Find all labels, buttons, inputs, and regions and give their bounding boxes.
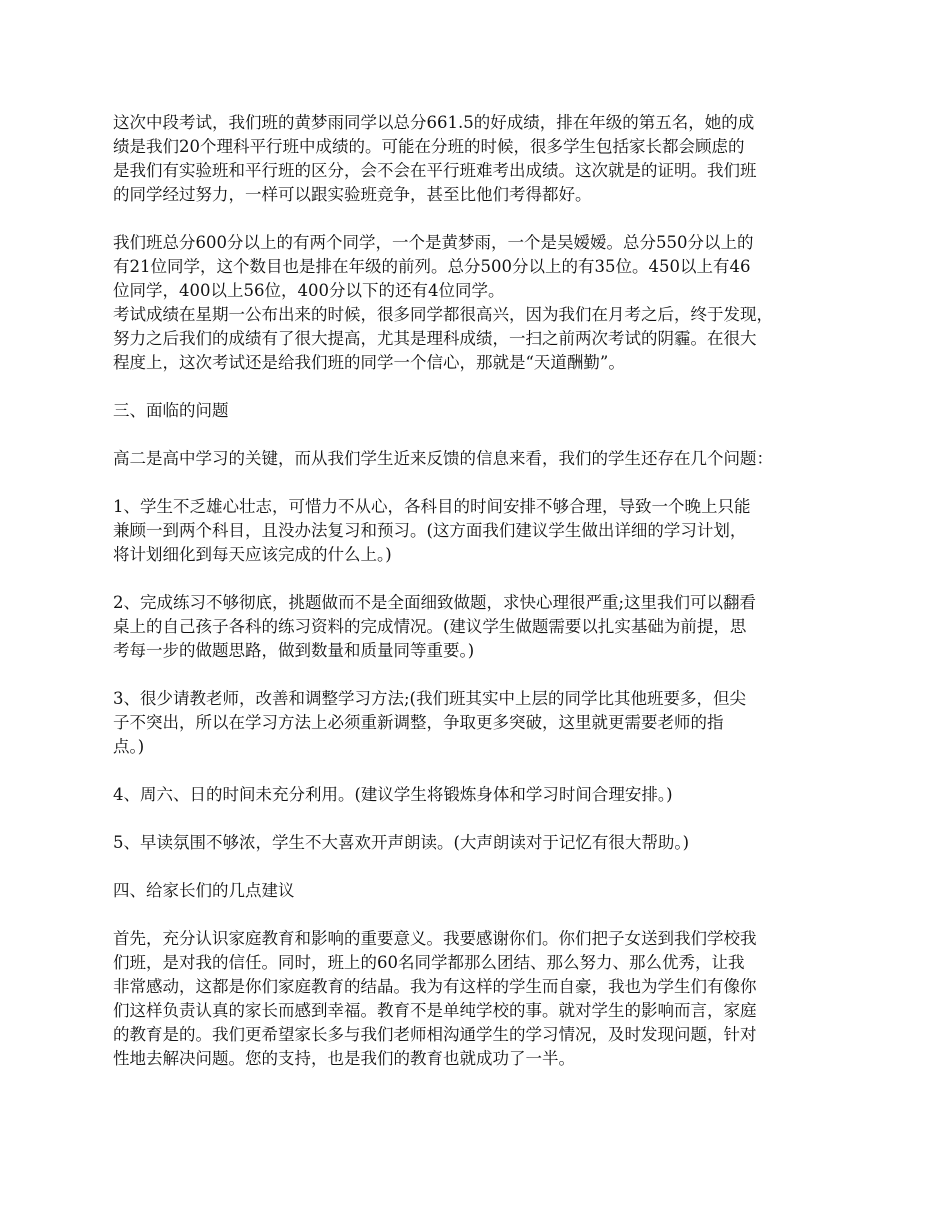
paragraph-advice-first: 首先，充分认识家庭教育和影响的重要意义。我要感谢你们。你们把子女送到我们学校我 们班，是对我的信任。同时，班上的60名同学都那么团结、那么努力、那么优秀，让我 非常感动，这都是你们家庭教育的结晶。我为有这样的学生而自豪，我也为学生们有像你 们这样负责认真的家长而感到幸福。教育不是单纯学校的事。就对学生的影响而言，家庭 的教育是的。我们更希望家长多与我们老师相沟通学生的学习情况，及时发现问题，针对 性地去解决问题。您的支持，也是我们的教育也就成功了一半。: [113, 929, 757, 1068]
problem-item-4: 4、周六、日的时间未充分利用。(建议学生将锻炼身体和学习时间合理安排。): [113, 785, 673, 804]
paragraph-gap: [113, 375, 853, 399]
document-body: [113, 111, 853, 1071]
paragraph-gap: [113, 807, 853, 831]
paragraph-gap: [113, 855, 853, 879]
paragraph-gap: [113, 423, 853, 447]
problem-item-5: 5、早读氛围不够浓，学生不大喜欢开声朗读。(大声朗读对于记忆有很大帮助。): [113, 833, 690, 852]
paragraph-gap: [113, 663, 853, 687]
paragraph-gap: [113, 471, 853, 495]
paragraph-confidence: 考试成绩在星期一公布出来的时候，很多同学都很高兴，因为我们在月考之后，终于发现， 努力之后我们的成绩有了很大提高，尤其是理科成绩，一扫之前两次考试的阴霾。在很大 程度上，这次考试还是给我们班的同学一个信心，那就是“天道酬勤”。: [113, 305, 773, 372]
section-heading-problems: 三、面临的问题: [113, 401, 229, 420]
paragraph-gap: [113, 207, 853, 231]
paragraph-score-distribution: 我们班总分600分以上的有两个同学，一个是黄梦雨，一个是吴嫒嫒。总分550分以上的 有21位同学，这个数目也是排在年级的前列。总分500分以上的有35位。450以上有46 位同学，400以上56位，400分以下的还有4位同学。: [113, 233, 754, 300]
paragraph-problems-intro: 高二是高中学习的关键，而从我们学生近来反馈的信息来看，我们的学生还存在几个问题：: [113, 449, 773, 468]
paragraph-gap: [113, 903, 853, 927]
problem-item-3: 3、很少请教老师，改善和调整学习方法;(我们班其实中上层的同学比其他班要多，但尖 子不突出，所以在学习方法上必须重新调整，争取更多突破，这里就更需要老师的指 点。): [113, 689, 746, 756]
problem-item-2: 2、完成练习不够彻底，挑题做而不是全面细致做题，求快心理很严重;这里我们可以翻看 桌上的自己孩子各科的练习资料的完成情况。(建议学生做题需要以扎实基础为前提，思 考每一步的做题思路，做到数量和质量同等重要。): [113, 593, 757, 660]
paragraph-gap: [113, 759, 853, 783]
paragraph-exam-result: 这次中段考试，我们班的黄梦雨同学以总分661.5的好成绩，排在年级的第五名，她的成 绩是我们20个理科平行班中成绩的。可能在分班的时候，很多学生包括家长都会顾虑的 是我们有实验班和平行班的区分，会不会在平行班难考出成绩。这次就是的证明。我们班 的同学经过努力，一样可以跟实验班竞争，甚至比他们考得都好。: [113, 113, 757, 204]
section-heading-advice: 四、给家长们的几点建议: [113, 881, 295, 900]
problem-item-1: 1、学生不乏雄心壮志，可惜力不从心，各科目的时间安排不够合理，导致一个晚上只能 兼顾一到两个科目，且没办法复习和预习。(这方面我们建议学生做出详细的学习计划， 将计划细化到每天应该完成的什么上。): [113, 497, 751, 564]
paragraph-gap: [113, 567, 853, 591]
